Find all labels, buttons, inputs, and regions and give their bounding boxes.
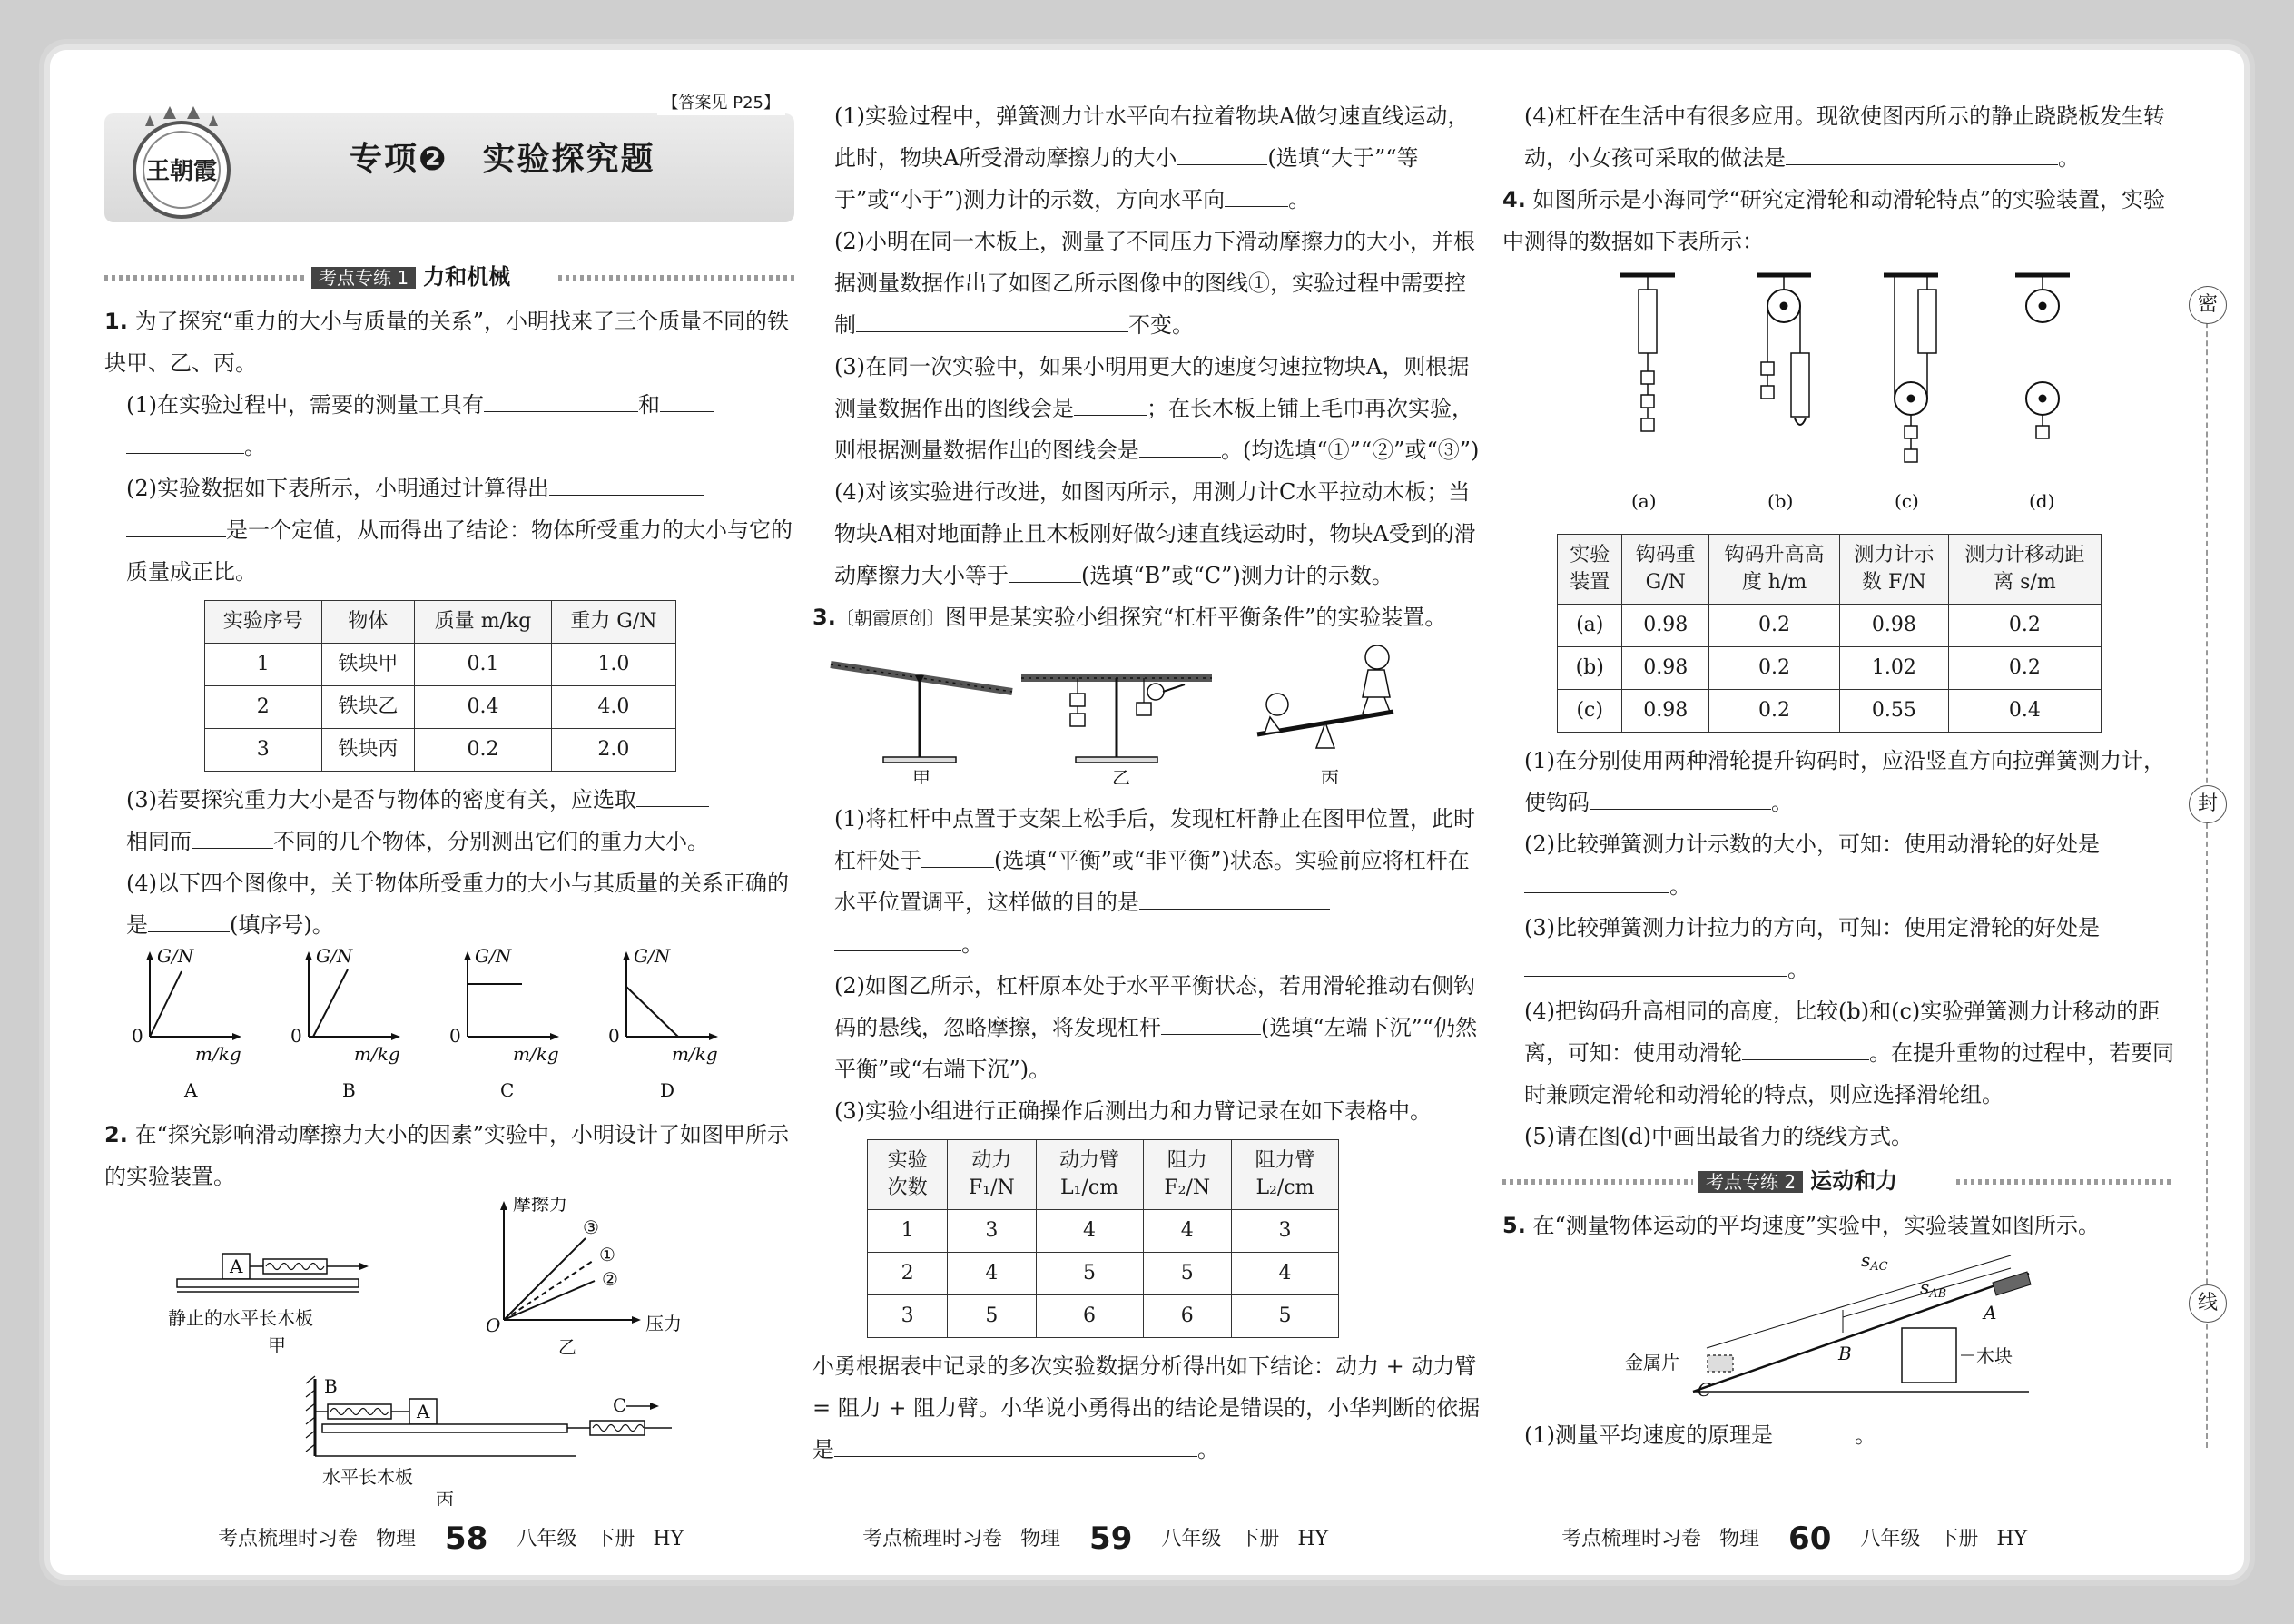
figure-label: (a) [1631, 490, 1657, 512]
footer-term: 下册 [1239, 1528, 1280, 1550]
answer-blank[interactable] [1742, 1032, 1869, 1060]
table-row [205, 644, 676, 686]
worksheet-page [50, 50, 2244, 1575]
q1-p2-text: (2)实验数据如下表所示，小明通过计算得出 [126, 476, 549, 501]
q5-stem-text: 在“测量物体运动的平均速度”实验中，实验装置如图所示。 [1532, 1213, 2101, 1238]
q2-figure-b [486, 1197, 682, 1358]
section-name: 力和机械 [423, 264, 511, 290]
q4-p5-text: (5)请在图(d)中画出最省力的绕线方式。 [1524, 1124, 1914, 1149]
answer-blank[interactable] [484, 384, 638, 412]
q4-p3-end: 。 [1787, 957, 1809, 982]
answer-blank[interactable] [1590, 782, 1771, 810]
graph-y-label: G/N [475, 946, 512, 967]
column-left [104, 94, 794, 1520]
column-right [1502, 95, 2174, 1456]
graph-origin: 0 [132, 1025, 143, 1047]
table-header-row [1558, 535, 2102, 605]
q3-origin-tag: 〔朝霞原创〕 [835, 607, 945, 629]
seal-mark: 线 [2189, 1284, 2227, 1323]
footer-subject: 物理 [1719, 1528, 1760, 1550]
wood-block-label: 木块 [1976, 1345, 2013, 1367]
section-header-2 [1502, 1163, 2174, 1199]
table-header-cell: 实验序号 [205, 601, 322, 644]
table-header-cell: 实验 次数 [868, 1140, 948, 1210]
q2-p2-end: 不变。 [1128, 312, 1194, 338]
table-cell: 5 [1143, 1253, 1231, 1295]
answer-blank[interactable] [834, 923, 961, 951]
block-a-label: A [417, 1401, 430, 1422]
figure-caption: 水平长木板 [322, 1466, 413, 1488]
q5-p1-text: (1)测量平均速度的原理是 [1524, 1422, 1773, 1448]
table-header-cell: 测力计移动距 离 s/m [1948, 535, 2101, 605]
graph-y-label: G/N [316, 946, 353, 967]
divider-dots [558, 275, 794, 281]
q5-part1 [1502, 1414, 2174, 1456]
graph-option-b[interactable] [290, 946, 400, 1100]
table-cell: 2 [205, 686, 322, 729]
table-cell: 0.4 [1948, 690, 2101, 733]
q2-p1-end: 。 [1288, 187, 1311, 212]
q3-p2-text: (2)如图乙所示，杠杆原本处于水平平衡状态，若用滑轮推动右侧钩码的悬线，忽略摩擦，将发现杠杆 [834, 973, 1475, 1040]
table-row [1558, 690, 2102, 733]
graph-x-label: m/kg [672, 1043, 718, 1065]
table-cell: 1 [205, 644, 322, 686]
figure-caption: 静止的水平长木板 [168, 1307, 313, 1329]
q3-figures [812, 639, 1484, 784]
table-header-cell: 钩码重 G/N [1622, 535, 1709, 605]
q4-part4 [1502, 990, 2174, 1116]
table-cell: 0.98 [1622, 690, 1709, 733]
answer-blank[interactable] [921, 840, 994, 868]
answer-blank[interactable] [126, 426, 244, 454]
question-number: 3. [812, 605, 836, 630]
table-cell: 0.2 [1709, 647, 1840, 690]
question-number: 5. [1502, 1213, 1526, 1238]
table-cell: 2.0 [551, 729, 675, 772]
footer-grade: 八年级 [517, 1528, 577, 1550]
q2-p3-end: 。(均选填“①”“②”或“③”) [1221, 438, 1480, 463]
figure-label: 甲 [268, 1334, 286, 1356]
q1-p1-end: 。 [244, 434, 266, 459]
table-header-cell: 实验 装置 [1558, 535, 1622, 605]
table-header-cell: 动力臂 L₁/cm [1036, 1140, 1143, 1210]
q4-p1-end: 。 [1771, 790, 1793, 815]
line-label: ③ [583, 1216, 599, 1238]
table-cell: 4 [1231, 1253, 1338, 1295]
table-header-cell: 钩码升高高 度 h/m [1709, 535, 1840, 605]
q1-part1 [104, 384, 794, 468]
table-cell: 0.98 [1622, 647, 1709, 690]
graph-option-label: A [184, 1079, 198, 1100]
q3-part4 [1502, 95, 2174, 179]
graph-option-label: C [500, 1079, 515, 1100]
q1-p2-end: 是一个定值，从而得出了结论：物体所受重力的大小与它的质量成正比。 [126, 517, 793, 585]
answer-reference: 【答案见 P25】 [657, 92, 785, 115]
table-header-cell: 重力 G/N [551, 601, 675, 644]
q4-stem [1502, 179, 2174, 262]
graph-origin: 0 [449, 1025, 461, 1047]
section-tag [311, 262, 510, 293]
axis-origin: O [486, 1314, 501, 1336]
section-tag-label: 考点专练 2 [1698, 1171, 1803, 1193]
q2-p3-mid: ；在长木板上铺上毛巾再次实验，则根据测量数据作出的图线会是 [834, 396, 1473, 463]
footer-grade: 八年级 [1161, 1528, 1222, 1550]
seal-mark: 封 [2189, 785, 2227, 823]
q4-part1 [1502, 740, 2174, 823]
axis-label: 压力 [645, 1313, 682, 1334]
answer-blank[interactable] [126, 509, 226, 537]
point-c-label: C [1698, 1379, 1712, 1401]
answer-blank[interactable] [1161, 1007, 1261, 1035]
q3-p3b-end: 。 [1197, 1437, 1219, 1462]
q1-p3-mid: 相同而 [126, 829, 192, 854]
q2-stem-text: 在“探究影响滑动摩擦力大小的因素”实验中，小明设计了如图甲所示的实验装置。 [104, 1122, 790, 1189]
table-cell: 0.1 [415, 644, 552, 686]
question-number: 4. [1502, 187, 1526, 212]
q4-pulley-figures [1502, 262, 2174, 517]
table-cell: 0.2 [1948, 647, 2101, 690]
section-header-1 [104, 259, 794, 295]
table-header-cell: 质量 m/kg [415, 601, 552, 644]
graph-x-label: m/kg [195, 1043, 241, 1065]
table-cell: 4 [948, 1253, 1036, 1295]
q2-p4-text: (4)对该实验进行改进，如图丙所示，用测力计C水平拉动木板；当物块A相对地面静止且木板刚好做匀速直线运动时，物块A受到的滑动摩擦力大小等于 [834, 479, 1476, 588]
footer-term: 下册 [595, 1528, 635, 1550]
page-title: 专项❷ 实验探究题 [350, 141, 655, 178]
metal-plate-label: 金属片 [1625, 1352, 1679, 1373]
table-cell: 0.2 [1948, 605, 2101, 647]
graph-option-c[interactable] [449, 946, 559, 1100]
question-number: 2. [104, 1122, 128, 1147]
axis-label: 摩擦力 [513, 1197, 567, 1215]
q3-p4-end: 。 [2058, 145, 2080, 171]
q1-part2 [104, 468, 794, 593]
section-tag [1698, 1166, 1897, 1197]
q2-part2 [812, 221, 1484, 346]
table-row [868, 1210, 1339, 1253]
table-cell: 3 [1231, 1210, 1338, 1253]
question-number: 1. [104, 309, 128, 334]
answer-blank[interactable] [1524, 865, 1669, 893]
q2-p1-text: (1)实验过程中，弹簧测力计水平向右拉着物块A做匀速直线运动，此时，物块A所受滑动摩擦力的大小 [834, 103, 1470, 171]
answer-blank[interactable] [1225, 179, 1288, 207]
pulley-figure-b [1757, 275, 1811, 512]
seesaw-figure-c [1257, 645, 1393, 784]
section-name: 运动和力 [1810, 1168, 1898, 1194]
q3-p3-text: (3)实验小组进行正确操作后测出力和力臂记录在如下表格中。 [834, 1098, 1432, 1124]
sab-label: $s_{AB}$ [1920, 1276, 1947, 1301]
table-cell: 2 [868, 1253, 948, 1295]
footer-subject: 物理 [1020, 1528, 1061, 1550]
footer-series: 考点梳理时习卷 [1561, 1528, 1702, 1550]
q1-part3 [104, 779, 794, 862]
answer-blank[interactable] [660, 384, 714, 412]
q1-data-table [204, 600, 676, 772]
table-cell: 4 [1036, 1210, 1143, 1253]
figure-label: (d) [2029, 490, 2055, 512]
table-cell: 3 [948, 1210, 1036, 1253]
q3-p1-text: (1)将杠杆中点置于支架上松手后，发现杠杆静止在图甲位置，此时杠杆处于 [834, 806, 1475, 873]
page-number: 59 [1089, 1521, 1133, 1557]
table-cell: 5 [1231, 1295, 1338, 1338]
table-cell: 0.98 [1622, 605, 1709, 647]
q4-part2 [1502, 823, 2174, 907]
figure-label: (b) [1767, 490, 1794, 512]
pulley-figure-a [1620, 275, 1675, 512]
answer-blank[interactable] [1139, 429, 1221, 458]
footer-page-58 [209, 1521, 693, 1557]
footer-series: 考点梳理时习卷 [862, 1528, 1003, 1550]
answer-blank[interactable] [192, 821, 273, 849]
q3-part1 [812, 798, 1484, 965]
footer-page-60 [1552, 1521, 2036, 1557]
table-row [868, 1295, 1339, 1338]
q4-p2-end: 。 [1669, 873, 1691, 899]
answer-blank[interactable] [636, 779, 709, 807]
q2-p2-text: (2)小明在同一木板上，测量了不同压力下滑动摩擦力的大小，并根据测量数据作出了如图乙所示图像中的图线①，实验过程中需要控制 [834, 229, 1475, 338]
q2-figure-c [306, 1375, 672, 1506]
q2-p3-text: (3)在同一次实验中，如果小明用更大的速度匀速拉物块A，则根据测量数据作出的图线会是 [834, 354, 1470, 421]
figure-label: 甲 [912, 767, 930, 784]
table-header-cell: 动力 F₁/N [948, 1140, 1036, 1210]
answer-blank[interactable] [1177, 137, 1267, 165]
logo-text: 王朝霞 [145, 158, 218, 185]
table-header-row [205, 601, 676, 644]
binding-line [2206, 286, 2210, 1448]
q1-p3-text: (3)若要探究重力大小是否与物体的密度有关，应选取 [126, 787, 636, 812]
table-cell: 4 [1143, 1210, 1231, 1253]
table-cell: 4.0 [551, 686, 675, 729]
table-cell: 铁块甲 [321, 644, 415, 686]
table-cell: 5 [1036, 1253, 1143, 1295]
divider-dots [104, 275, 304, 281]
footer-term: 下册 [1938, 1528, 1979, 1550]
table-cell: 0.2 [415, 729, 552, 772]
graph-option-a[interactable] [132, 946, 241, 1100]
q5-stem [1502, 1205, 2174, 1246]
section-tag-label: 考点专练 1 [311, 267, 416, 289]
graph-option-d[interactable] [608, 946, 718, 1100]
lever-figure-a [831, 664, 1012, 784]
q1-p3-end: 不同的几个物体，分别测出它们的重力大小。 [273, 829, 709, 854]
publisher-logo-icon [123, 106, 241, 224]
table-cell: 6 [1143, 1295, 1231, 1338]
q4-p2-text: (2)比较弹簧测力计示数的大小，可知：使用动滑轮的好处是 [1524, 832, 2100, 857]
table-cell: 铁块丙 [321, 729, 415, 772]
point-a-label: A [1984, 1302, 1997, 1324]
figure-label: (c) [1895, 490, 1919, 512]
table-header-cell: 阻力臂 L₂/cm [1231, 1140, 1338, 1210]
footer-series: 考点梳理时习卷 [218, 1528, 359, 1550]
table-cell: 铁块乙 [321, 686, 415, 729]
column-middle [812, 95, 1484, 1471]
table-cell: 0.4 [415, 686, 552, 729]
table-row [1558, 647, 2102, 690]
q2-part4 [812, 471, 1484, 596]
answer-blank[interactable] [1786, 137, 2058, 165]
divider-dots [1956, 1179, 2174, 1185]
table-cell: (a) [1558, 605, 1622, 647]
graph-y-label: G/N [634, 946, 671, 967]
graph-y-label: G/N [157, 946, 194, 967]
table-cell: (b) [1558, 647, 1622, 690]
pulley-figure-d [2015, 275, 2070, 512]
footer-grade: 八年级 [1860, 1528, 1921, 1550]
answer-blank[interactable] [1524, 949, 1787, 977]
q2-p1-mid: (选填“大于”“等于”或“小于”)测力计的示数，方向水平向 [834, 145, 1419, 212]
q2-part1 [812, 95, 1484, 221]
q3-part3 [812, 1090, 1484, 1132]
q4-stem-text: 如图所示是小海同学“研究定滑轮和动滑轮特点”的实验装置，实验中测得的数据如下表所示： [1502, 187, 2166, 254]
figure-label: 丙 [436, 1489, 454, 1506]
q2-p4-end: (选填“B”或“C”)测力计的示数。 [1081, 563, 1393, 588]
graph-x-label: m/kg [513, 1043, 559, 1065]
footer-edition: HY [1297, 1528, 1329, 1550]
table-cell: 5 [948, 1295, 1036, 1338]
table-cell: 3 [868, 1295, 948, 1338]
footer-page-59 [853, 1521, 1337, 1557]
q3-part2 [812, 965, 1484, 1090]
q1-p4-end: (填序号)。 [230, 912, 334, 938]
q1-p1-text: (1)在实验过程中，需要的测量工具有 [126, 392, 484, 418]
table-header-cell: 测力计示 数 F/N [1840, 535, 1949, 605]
table-cell: 1.02 [1840, 647, 1949, 690]
q1-p1-mid: 和 [638, 392, 660, 418]
answer-blank[interactable] [1773, 1414, 1855, 1442]
table-cell: 0.55 [1840, 690, 1949, 733]
table-cell: (c) [1558, 690, 1622, 733]
table-cell: 0.2 [1709, 605, 1840, 647]
point-b-label: B [1838, 1343, 1852, 1364]
spring-scale-b-label: B [324, 1375, 338, 1397]
line-label: ① [599, 1244, 615, 1265]
q5-incline-figure [1502, 1246, 2174, 1401]
q2-part3 [812, 346, 1484, 471]
graph-origin: 0 [608, 1025, 620, 1047]
q4-part5 [1502, 1116, 2174, 1157]
answer-blank[interactable] [549, 468, 704, 496]
graph-option-label: D [660, 1079, 675, 1100]
page-number: 60 [1788, 1521, 1832, 1557]
graph-origin: 0 [290, 1025, 302, 1047]
table-row [205, 686, 676, 729]
q5-p1-end: 。 [1855, 1422, 1876, 1448]
spring-scale-c-label: C [613, 1394, 627, 1416]
q4-p1-text: (1)在分别使用两种滑轮提升钩码时，应沿竖直方向拉弹簧测力计，使钩码 [1524, 748, 2165, 815]
table-cell: 3 [205, 729, 322, 772]
q3-stem-text: 图甲是某实验小组探究“杠杆平衡条件”的实验装置。 [944, 605, 1447, 630]
q3-p2-end: (选填“左端下沉”“仍然平衡”或“右端下沉”)。 [834, 1015, 1478, 1082]
divider-dots [1502, 1179, 1693, 1185]
q3-p1-mid: (选填“平衡”或“非平衡”)状态。实验前应将杠杆在水平位置调平，这样做的目的是 [834, 848, 1470, 915]
table-cell: 1.0 [551, 644, 675, 686]
answer-blank[interactable] [856, 304, 1128, 332]
line-label: ② [602, 1268, 618, 1290]
block-a-label: A [230, 1255, 243, 1277]
answer-blank[interactable] [1074, 388, 1147, 416]
table-row [205, 729, 676, 772]
table-row [1558, 605, 2102, 647]
page-header [104, 94, 794, 222]
answer-blank[interactable] [1009, 555, 1081, 583]
q3-conclusion [812, 1345, 1484, 1471]
q4-p4-text: (4)把钩码升高相同的高度，比较(b)和(c)实验弹簧测力计移动的距离，可知：使用动滑轮 [1524, 999, 2161, 1066]
sac-label: $s_{AC}$ [1861, 1249, 1888, 1274]
q3-p1-end: 。 [961, 931, 983, 957]
q2-stem [104, 1114, 794, 1197]
table-cell: 1 [868, 1210, 948, 1253]
q2-figure-a [168, 1254, 369, 1356]
page-number: 58 [445, 1521, 488, 1557]
answer-blank[interactable] [834, 1429, 1197, 1457]
q2-figures [104, 1197, 794, 1506]
figure-label: 乙 [558, 1336, 576, 1358]
q3-stem [812, 596, 1484, 639]
figure-label: 丙 [1321, 767, 1339, 784]
answer-blank[interactable] [148, 904, 230, 932]
table-cell: 6 [1036, 1295, 1143, 1338]
q3-data-table [867, 1139, 1339, 1338]
footer-edition: HY [653, 1528, 684, 1550]
q3-p4-text: (4)杠杆在生活中有很多应用。现欲使图丙所示的静止跷跷板发生转动，小女孩可采取的做法是 [1524, 103, 2165, 171]
q1-stem-text: 为了探究“重力的大小与质量的关系”，小明找来了三个质量不同的铁块甲、乙、丙。 [104, 309, 790, 376]
table-cell: 0.98 [1840, 605, 1949, 647]
table-header-cell: 阻力 F₂/N [1143, 1140, 1231, 1210]
q4-part3 [1502, 907, 2174, 990]
answer-blank[interactable] [1139, 881, 1330, 910]
lever-figure-b [1021, 678, 1212, 784]
graph-option-label: B [342, 1079, 356, 1100]
table-row [868, 1253, 1339, 1295]
q4-p4-end: 。在提升重物的过程中，若要同时兼顾定滑轮和动滑轮的特点，则应选择滑轮组。 [1524, 1040, 2174, 1107]
pulley-figure-c [1884, 275, 1938, 512]
table-header-row [868, 1140, 1339, 1210]
graph-x-label: m/kg [354, 1043, 400, 1065]
q4-data-table [1557, 534, 2102, 733]
table-header-cell: 物体 [321, 601, 415, 644]
footer-edition: HY [1996, 1528, 2028, 1550]
table-cell: 0.2 [1709, 690, 1840, 733]
q3-p3b-text: 小勇根据表中记录的多次实验数据分析得出如下结论：动力 + 动力臂 = 阻力 + 阻力臂。小华说小勇得出的结论是错误的，小华判断的依据是 [812, 1353, 1481, 1462]
q1-stem [104, 300, 794, 384]
footer-subject: 物理 [376, 1528, 417, 1550]
q1-p4-text: (4)以下四个图像中，关于物体所受重力的大小与其质量的关系正确的是 [126, 871, 789, 938]
q1-graph-options [104, 946, 794, 1100]
q1-part4 [104, 862, 794, 946]
figure-label: 乙 [1112, 767, 1130, 784]
q4-p3-text: (3)比较弹簧测力计拉力的方向，可知：使用定滑轮的好处是 [1524, 915, 2100, 940]
seal-mark: 密 [2189, 286, 2227, 324]
